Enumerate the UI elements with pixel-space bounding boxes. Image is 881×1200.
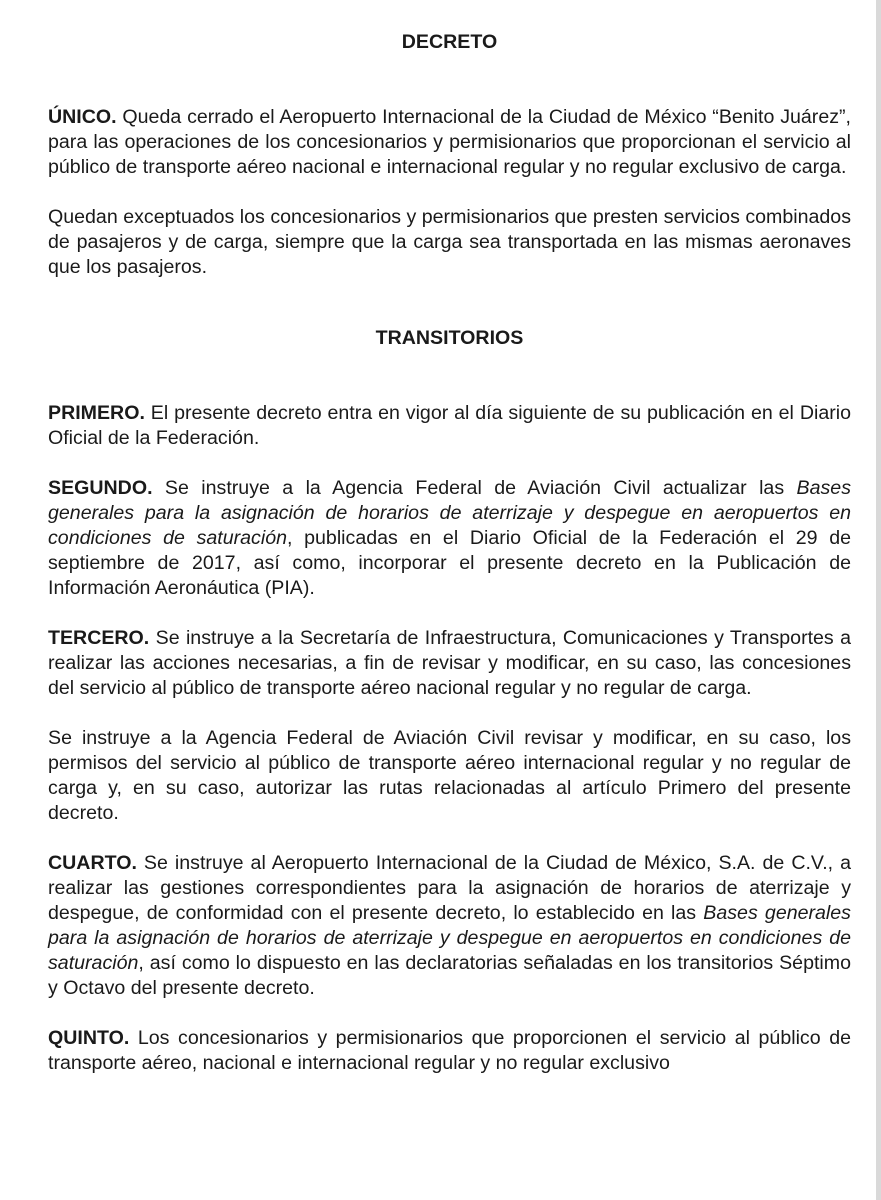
article-text: Los concesionarios y permisionarios que proporcionen el servicio al público de transporte aéreo, nacional e internacional regular y no regular exclusivo — [48, 1027, 851, 1074]
page-edge — [876, 0, 881, 1200]
article-label: CUARTO. — [48, 852, 137, 874]
article-text: , publicadas en el Diario Oficial de la Federación el 29 de septiembre de 2017, así como, incorporar el presente decreto en la Publicación de Información Aeronáutica (PIA). — [48, 527, 852, 599]
italic-title: Bases generales para la asignación de horarios de aterrizaje y despegue en aeropuertos en condiciones de saturación — [48, 902, 851, 974]
article-text: Queda cerrado el Aeropuerto Internacional de la Ciudad de México “Benito Juárez”, para las operaciones de los concesionarios y permisionarios que proporcionan el servicio al público de transporte aéreo nacional e internacional regular y no regular exclusivo de carga. — [48, 106, 851, 178]
exception-paragraph: Quedan exceptuados los concesionarios y permisionarios que presten servicios combinados de pasajeros y de carga, siempre que la carga sea transportada en las mismas aeronaves que los pasajeros. — [48, 206, 851, 278]
italic-title: Bases generales para la asignación de horarios de aterrizaje y despegue en aeropuertos en condiciones de saturación — [48, 477, 851, 549]
article-text: El presente decreto entra en vigor al día siguiente de su publicación en el Diario Oficial de la Federación. — [48, 402, 851, 449]
transitorios-heading: TRANSITORIOS — [375, 327, 524, 349]
article-primero — [48, 401, 851, 451]
article-text: , así como lo dispuesto en las declaratorias señaladas en los transitorios Séptimo y Octavo del presente decreto. — [48, 952, 851, 999]
article-label: TERCERO. — [48, 627, 150, 649]
article-text: Se instruye a la Agencia Federal de Aviación Civil actualizar las — [152, 477, 797, 499]
article-label: PRIMERO. — [48, 402, 145, 424]
article-quinto — [48, 1026, 851, 1076]
article-cuarto — [48, 851, 851, 1001]
article-text: Se instruye a la Secretaría de Infraestructura, Comunicaciones y Transportes a realizar las acciones necesarias, a fin de revisar y modificar, en su caso, las concesiones del servicio al público de transporte aéreo nacional regular y no regular de carga. — [48, 627, 851, 699]
article-text: Se instruye al Aeropuerto Internacional de la Ciudad de México, S.A. de C.V., a realizar las gestiones correspondientes para la asignación de horarios de aterrizaje y despegue, de conformidad con el presente decreto, lo establecido en las — [48, 852, 851, 924]
article-label: SEGUNDO. — [48, 477, 153, 499]
article-label: QUINTO. — [48, 1027, 130, 1049]
decreto-heading: DECRETO — [401, 31, 498, 53]
article-unico — [48, 105, 851, 180]
tercero-second-paragraph: Se instruye a la Agencia Federal de Aviación Civil revisar y modificar, en su caso, los permisos del servicio al público de transporte aéreo internacional regular y no regular de carga y, en su caso, autorizar las rutas relacionadas al artículo Primero del presente decreto. — [48, 727, 851, 824]
document-page — [48, 30, 851, 1076]
article-label: ÚNICO. — [48, 106, 117, 128]
article-segundo — [48, 476, 851, 601]
article-tercero — [48, 626, 851, 701]
